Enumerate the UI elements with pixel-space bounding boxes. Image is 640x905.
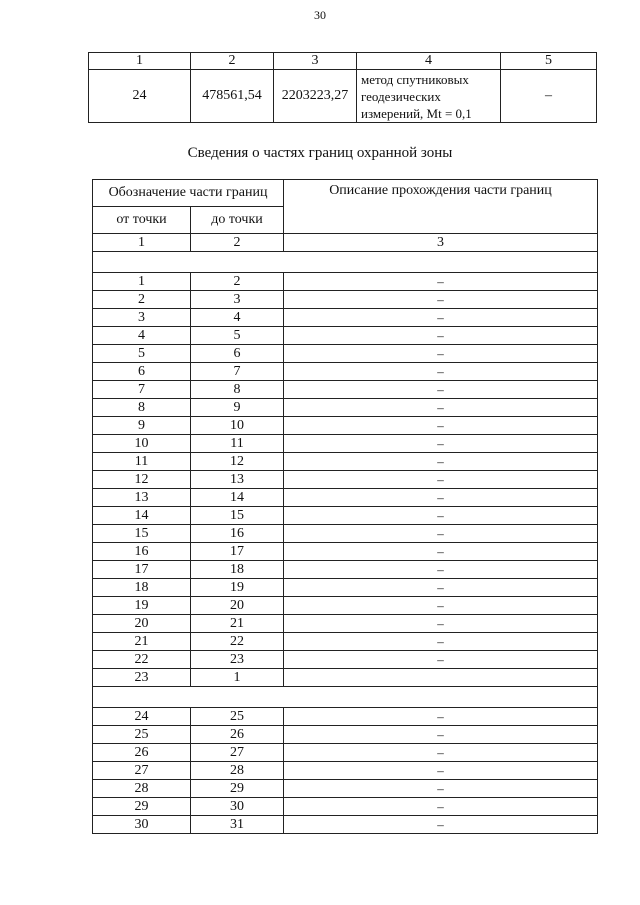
description-cell: – <box>284 453 598 471</box>
description-cell: – <box>284 381 598 399</box>
from-point-cell: 4 <box>93 327 191 345</box>
description-cell: – <box>284 417 598 435</box>
table-row <box>93 345 598 363</box>
table-row <box>93 399 598 417</box>
point-number: 24 <box>89 70 191 123</box>
to-point-cell: 21 <box>191 615 284 633</box>
to-point-cell: 19 <box>191 579 284 597</box>
to-point-cell: 13 <box>191 471 284 489</box>
from-point-cell: 27 <box>93 762 191 780</box>
table-row <box>93 762 598 780</box>
description-cell: – <box>284 543 598 561</box>
description-cell: – <box>284 399 598 417</box>
table-row <box>93 816 598 834</box>
group-separator-2 <box>93 687 598 708</box>
table-row <box>93 651 598 669</box>
to-point-cell: 15 <box>191 507 284 525</box>
to-point-cell: 3 <box>191 291 284 309</box>
description-cell: – <box>284 291 598 309</box>
table-row <box>93 744 598 762</box>
from-point-cell: 6 <box>93 363 191 381</box>
description-cell: – <box>284 597 598 615</box>
to-point-cell: 5 <box>191 327 284 345</box>
col-header-5: 5 <box>501 53 597 70</box>
table-row <box>93 543 598 561</box>
coordinate-y: 2203223,27 <box>274 70 357 123</box>
method-line-1: метод спутниковых <box>361 71 469 87</box>
coordinates-header-row <box>89 53 597 70</box>
from-point-cell: 15 <box>93 525 191 543</box>
group-separator-1 <box>93 252 598 273</box>
from-point-cell: 20 <box>93 615 191 633</box>
description-cell: – <box>284 633 598 651</box>
from-point-cell: 16 <box>93 543 191 561</box>
from-point-cell: 25 <box>93 726 191 744</box>
header-row-1 <box>93 180 598 207</box>
to-point-cell: 6 <box>191 345 284 363</box>
col-header-3: 3 <box>274 53 357 70</box>
to-point-cell: 11 <box>191 435 284 453</box>
boundary-parts-table <box>92 179 598 834</box>
from-point-cell: 8 <box>93 399 191 417</box>
description-cell: – <box>284 615 598 633</box>
description-cell: – <box>284 489 598 507</box>
to-point-cell: 2 <box>191 273 284 291</box>
description-cell: – <box>284 561 598 579</box>
table-row <box>93 525 598 543</box>
from-point-cell: 7 <box>93 381 191 399</box>
to-point-cell: 8 <box>191 381 284 399</box>
group-separator-cell <box>93 687 598 708</box>
description-cell: – <box>284 579 598 597</box>
header-designation: Обозначение части границ <box>93 180 284 207</box>
page-number: 30 <box>314 8 326 22</box>
header-to-point: до точки <box>191 207 284 234</box>
coordinates-table <box>88 52 597 123</box>
to-point-cell: 29 <box>191 780 284 798</box>
header-description: Описание прохождения части границ <box>284 180 598 234</box>
coordinates-row <box>89 70 597 123</box>
from-point-cell: 22 <box>93 651 191 669</box>
from-point-cell: 9 <box>93 417 191 435</box>
col-header-4: 4 <box>357 53 501 70</box>
from-point-cell: 12 <box>93 471 191 489</box>
table-row <box>93 561 598 579</box>
to-point-cell: 30 <box>191 798 284 816</box>
table-row <box>93 327 598 345</box>
from-point-cell: 3 <box>93 309 191 327</box>
description-cell: – <box>284 651 598 669</box>
description-cell: – <box>284 762 598 780</box>
column-number-row <box>93 234 598 252</box>
description-cell: – <box>284 363 598 381</box>
header-from-point: от точки <box>93 207 191 234</box>
to-point-cell: 12 <box>191 453 284 471</box>
method-line-2: геодезических <box>361 88 441 104</box>
description-cell: – <box>284 345 598 363</box>
to-point-cell: 17 <box>191 543 284 561</box>
to-point-cell: 31 <box>191 816 284 834</box>
col-header-2: 2 <box>191 53 274 70</box>
from-point-cell: 10 <box>93 435 191 453</box>
from-point-cell: 14 <box>93 507 191 525</box>
to-point-cell: 20 <box>191 597 284 615</box>
table-row <box>93 798 598 816</box>
description-cell: – <box>284 708 598 726</box>
to-point-cell: 22 <box>191 633 284 651</box>
from-point-cell: 28 <box>93 780 191 798</box>
column-number-1: 1 <box>93 234 191 252</box>
table-row <box>93 507 598 525</box>
to-point-cell: 18 <box>191 561 284 579</box>
table-row <box>93 633 598 651</box>
description-cell: – <box>284 471 598 489</box>
description-cell: – <box>284 273 598 291</box>
table-row <box>93 363 598 381</box>
description-cell: – <box>284 780 598 798</box>
from-point-cell: 19 <box>93 597 191 615</box>
to-point-cell: 7 <box>191 363 284 381</box>
description-cell: – <box>284 726 598 744</box>
to-point-cell: 14 <box>191 489 284 507</box>
section-title: Сведения о частях границ охранной зоны <box>187 145 453 161</box>
table-row <box>93 579 598 597</box>
from-point-cell: 13 <box>93 489 191 507</box>
from-point-cell: 11 <box>93 453 191 471</box>
from-point-cell: 2 <box>93 291 191 309</box>
to-point-cell: 27 <box>191 744 284 762</box>
table-row <box>93 291 598 309</box>
table-row <box>93 780 598 798</box>
table-row <box>93 726 598 744</box>
from-point-cell: 5 <box>93 345 191 363</box>
table-row <box>93 453 598 471</box>
to-point-cell: 16 <box>191 525 284 543</box>
method-line-3: измерений, Mt = 0,1 <box>361 105 472 121</box>
note-cell: – <box>501 70 597 123</box>
description-cell: – <box>284 744 598 762</box>
group-separator-cell <box>93 252 598 273</box>
to-point-cell: 26 <box>191 726 284 744</box>
to-point-cell: 25 <box>191 708 284 726</box>
to-point-cell: 28 <box>191 762 284 780</box>
from-point-cell: 1 <box>93 273 191 291</box>
from-point-cell: 18 <box>93 579 191 597</box>
col-header-1: 1 <box>89 53 191 70</box>
table-row <box>93 273 598 291</box>
table-row <box>93 435 598 453</box>
table-row <box>93 489 598 507</box>
table-row <box>93 471 598 489</box>
from-point-cell: 21 <box>93 633 191 651</box>
table-row <box>93 615 598 633</box>
from-point-cell: 23 <box>93 669 191 687</box>
description-cell: – <box>284 435 598 453</box>
column-number-3: 3 <box>284 234 598 252</box>
coordinate-x: 478561,54 <box>191 70 274 123</box>
table-row <box>93 597 598 615</box>
column-number-2: 2 <box>191 234 284 252</box>
table-row <box>93 381 598 399</box>
from-point-cell: 24 <box>93 708 191 726</box>
description-cell: – <box>284 816 598 834</box>
description-cell: – <box>284 507 598 525</box>
to-point-cell: 9 <box>191 399 284 417</box>
to-point-cell: 4 <box>191 309 284 327</box>
to-point-cell: 1 <box>191 669 284 687</box>
table-row <box>93 708 598 726</box>
to-point-cell: 23 <box>191 651 284 669</box>
from-point-cell: 17 <box>93 561 191 579</box>
from-point-cell: 30 <box>93 816 191 834</box>
to-point-cell: 10 <box>191 417 284 435</box>
description-cell: – <box>284 327 598 345</box>
description-cell: – <box>284 309 598 327</box>
description-cell: – <box>284 525 598 543</box>
from-point-cell: 26 <box>93 744 191 762</box>
description-cell <box>284 669 598 687</box>
table-row <box>93 669 598 687</box>
from-point-cell: 29 <box>93 798 191 816</box>
table-row <box>93 417 598 435</box>
description-cell: – <box>284 798 598 816</box>
table-row <box>93 309 598 327</box>
method-cell <box>357 70 501 123</box>
